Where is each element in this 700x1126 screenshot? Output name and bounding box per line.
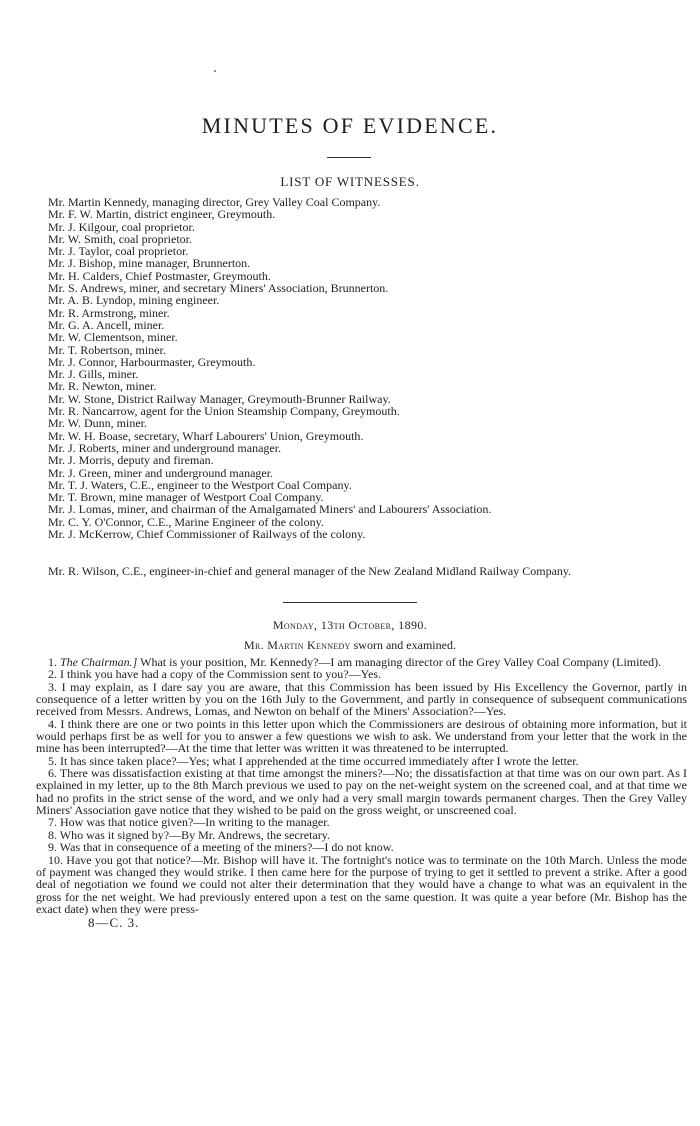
witness-entry: Mr. J. Morris, deputy and fireman. [48,453,214,468]
evidence-paragraph: 9. Was that in consequence of a meeting of the miners?—I do not know. [48,840,394,855]
evidence-paragraph: 6. There was dissatisfaction existing at that time amongst the miners?—No; the dissatisfaction at that time was on our own part. As I explained in my letter, up to the 8th March previous we used to pay on the net-weight system on the screened coal, and at that time we had no profits in the strict sense of the word, and we only had a very small margin towards permanent charges. Then the Grey Valley Miners' Association gave notice that they wished to be paid on the gross weight, or unscreened coal. [36,766,687,818]
witness-entry: Mr. R. Armstrong, miner. [48,305,170,320]
witness-entry: Mr. W. Clementson, miner. [48,330,178,345]
witness-entry: Mr. J. Bishop, mine manager, Brunnerton. [48,256,251,271]
question-text: What is your position, Mr. Kennedy?—I am managing director of the Grey Valley Coal Company (Limited). [137,655,662,669]
witness-entry: Mr. J. Roberts, miner and underground manager. [48,440,282,455]
witness-entry: Mr. F. W. Martin, district engineer, Greymouth. [48,207,276,222]
witness-entry: Mr. J. Connor, Harbourmaster, Greymouth. [48,354,256,369]
witness-entry: Mr. J. Lomas, miner, and chairman of the Amalgamated Miners' and Labourers' Association. [48,502,492,517]
sworn-statement [0,638,700,653]
evidence-paragraph: 3. I may explain, as I dare say you are aware, that this Commission has been issued by His Excellency the Governor, partly in consequence of a letter written by you on the 16th July to the Government, and partly in consequence of subsequent communications received from Messrs. Andrews, Lomas, and Newton on behalf of the Miners' Association?—Yes. [36,679,687,719]
witness-entry: Mr. W. Stone, District Railway Manager, Greymouth-Brunner Railway. [48,391,391,406]
evidence-paragraph: 2. I think you have had a copy of the Commission sent to you?—Yes. [48,667,382,682]
witness-entry: Mr. J. Kilgour, coal proprietor. [48,219,195,234]
witness-entry: Mr. R. Newton, miner. [48,379,157,394]
witness-entry: Mr. J. Taylor, coal proprietor. [48,244,189,259]
evidence-paragraph: 5. It has since taken place?—Yes; what I apprehended at the time occurred immediately after I wrote the letter. [48,753,579,768]
ink-speck [214,70,216,72]
witness-entry: Mr. R. Nancarrow, agent for the Union Steamship Company, Greymouth. [48,404,400,419]
witness-entry: Mr. G. A. Ancell, miner. [48,317,165,332]
evidence-body [36,656,687,915]
witness-entry: Mr. W. Smith, coal proprietor. [48,231,192,246]
witness-entry: Mr. H. Calders, Chief Postmaster, Greymouth. [48,268,271,283]
section-divider [283,602,417,603]
evidence-paragraph: 8. Who was it signed by?—By Mr. Andrews, the secretary. [48,827,330,842]
folio-signature: 8—C. 3. [88,915,140,930]
title-divider [327,157,371,158]
witness-entry: Mr. Martin Kennedy, managing director, Grey Valley Coal Company. [48,195,381,209]
witness-entry: Mr. J. McKerrow, Chief Commissioner of Railways of the colony. [48,527,366,542]
speaker-label: The Chairman.] [60,655,138,669]
page-title: MINUTES OF EVIDENCE. [201,113,499,138]
witness-entry: Mr. J. Gills, miner. [48,367,139,382]
sworn-suffix: sworn and examined. [350,638,456,652]
witness-entry: Mr. J. Green, miner and underground manager. [48,465,274,480]
session-date: Monday, 13th October, 1890. [272,618,428,632]
witness-entry: Mr. C. Y. O'Connor, C.E., Marine Engineer of the colony. [48,514,324,529]
evidence-paragraph: 10. Have you got that notice?—Mr. Bishop will have it. The fortnight's notice was to terminate on the 10th March. Unless the mode of payment was changed they would strike. I then came here for the purpose of trying to get it settled to prevent a strike. After a good deal of negotiation we found we could not alter their determination that they would have a change to what was an equivalent in the gross for the net weight. We had previously entered upon a test on the same question. It was quite a year before (Mr. Bishop has the exact date) when they were press- [36,852,687,916]
witness-list-heading: LIST OF WITNESSES. [280,174,420,189]
witness-entry: Mr. T. J. Waters, C.E., engineer to the Westport Coal Company. [48,477,352,492]
evidence-paragraph: 7. How was that notice given?—In writing to the manager. [48,815,330,830]
witness-entry: Mr. A. B. Lyndop, mining engineer. [48,293,220,308]
evidence-paragraph: 1. The Chairman.] What is your position, Mr. Kennedy?—I am managing director of the Grey Valley Coal Company (Limited). [48,655,662,669]
witness-entry: Mr. W. Dunn, miner. [48,416,148,431]
witness-entry: Mr. T. Robertson, miner. [48,342,166,357]
evidence-paragraph: 4. I think there are one or two points in this letter upon which the Commissioners are desirous of obtaining more information, but it would perhaps first be as well for you to answer a few questions we wish to ask. We understand from your letter that the work in the mine has been interrupted?—At the time that letter was written it was threatened to be interrupted. [36,716,687,756]
witness-entry: Mr. W. H. Boase, secretary, Wharf Labourers' Union, Greymouth. [48,428,364,443]
witness-entry: Mr. S. Andrews, miner, and secretary Miners' Association, Brunnerton. [48,281,389,296]
sworn-witness-name: Mr. Martin Kennedy [244,638,351,652]
witness-entry-last: Mr. R. Wilson, C.E., engineer-in-chief and general manager of the New Zealand Midland Railway Company. [48,564,572,578]
witness-list [48,196,688,540]
witness-entry: Mr. T. Brown, mine manager of Westport Coal Company. [48,490,324,505]
